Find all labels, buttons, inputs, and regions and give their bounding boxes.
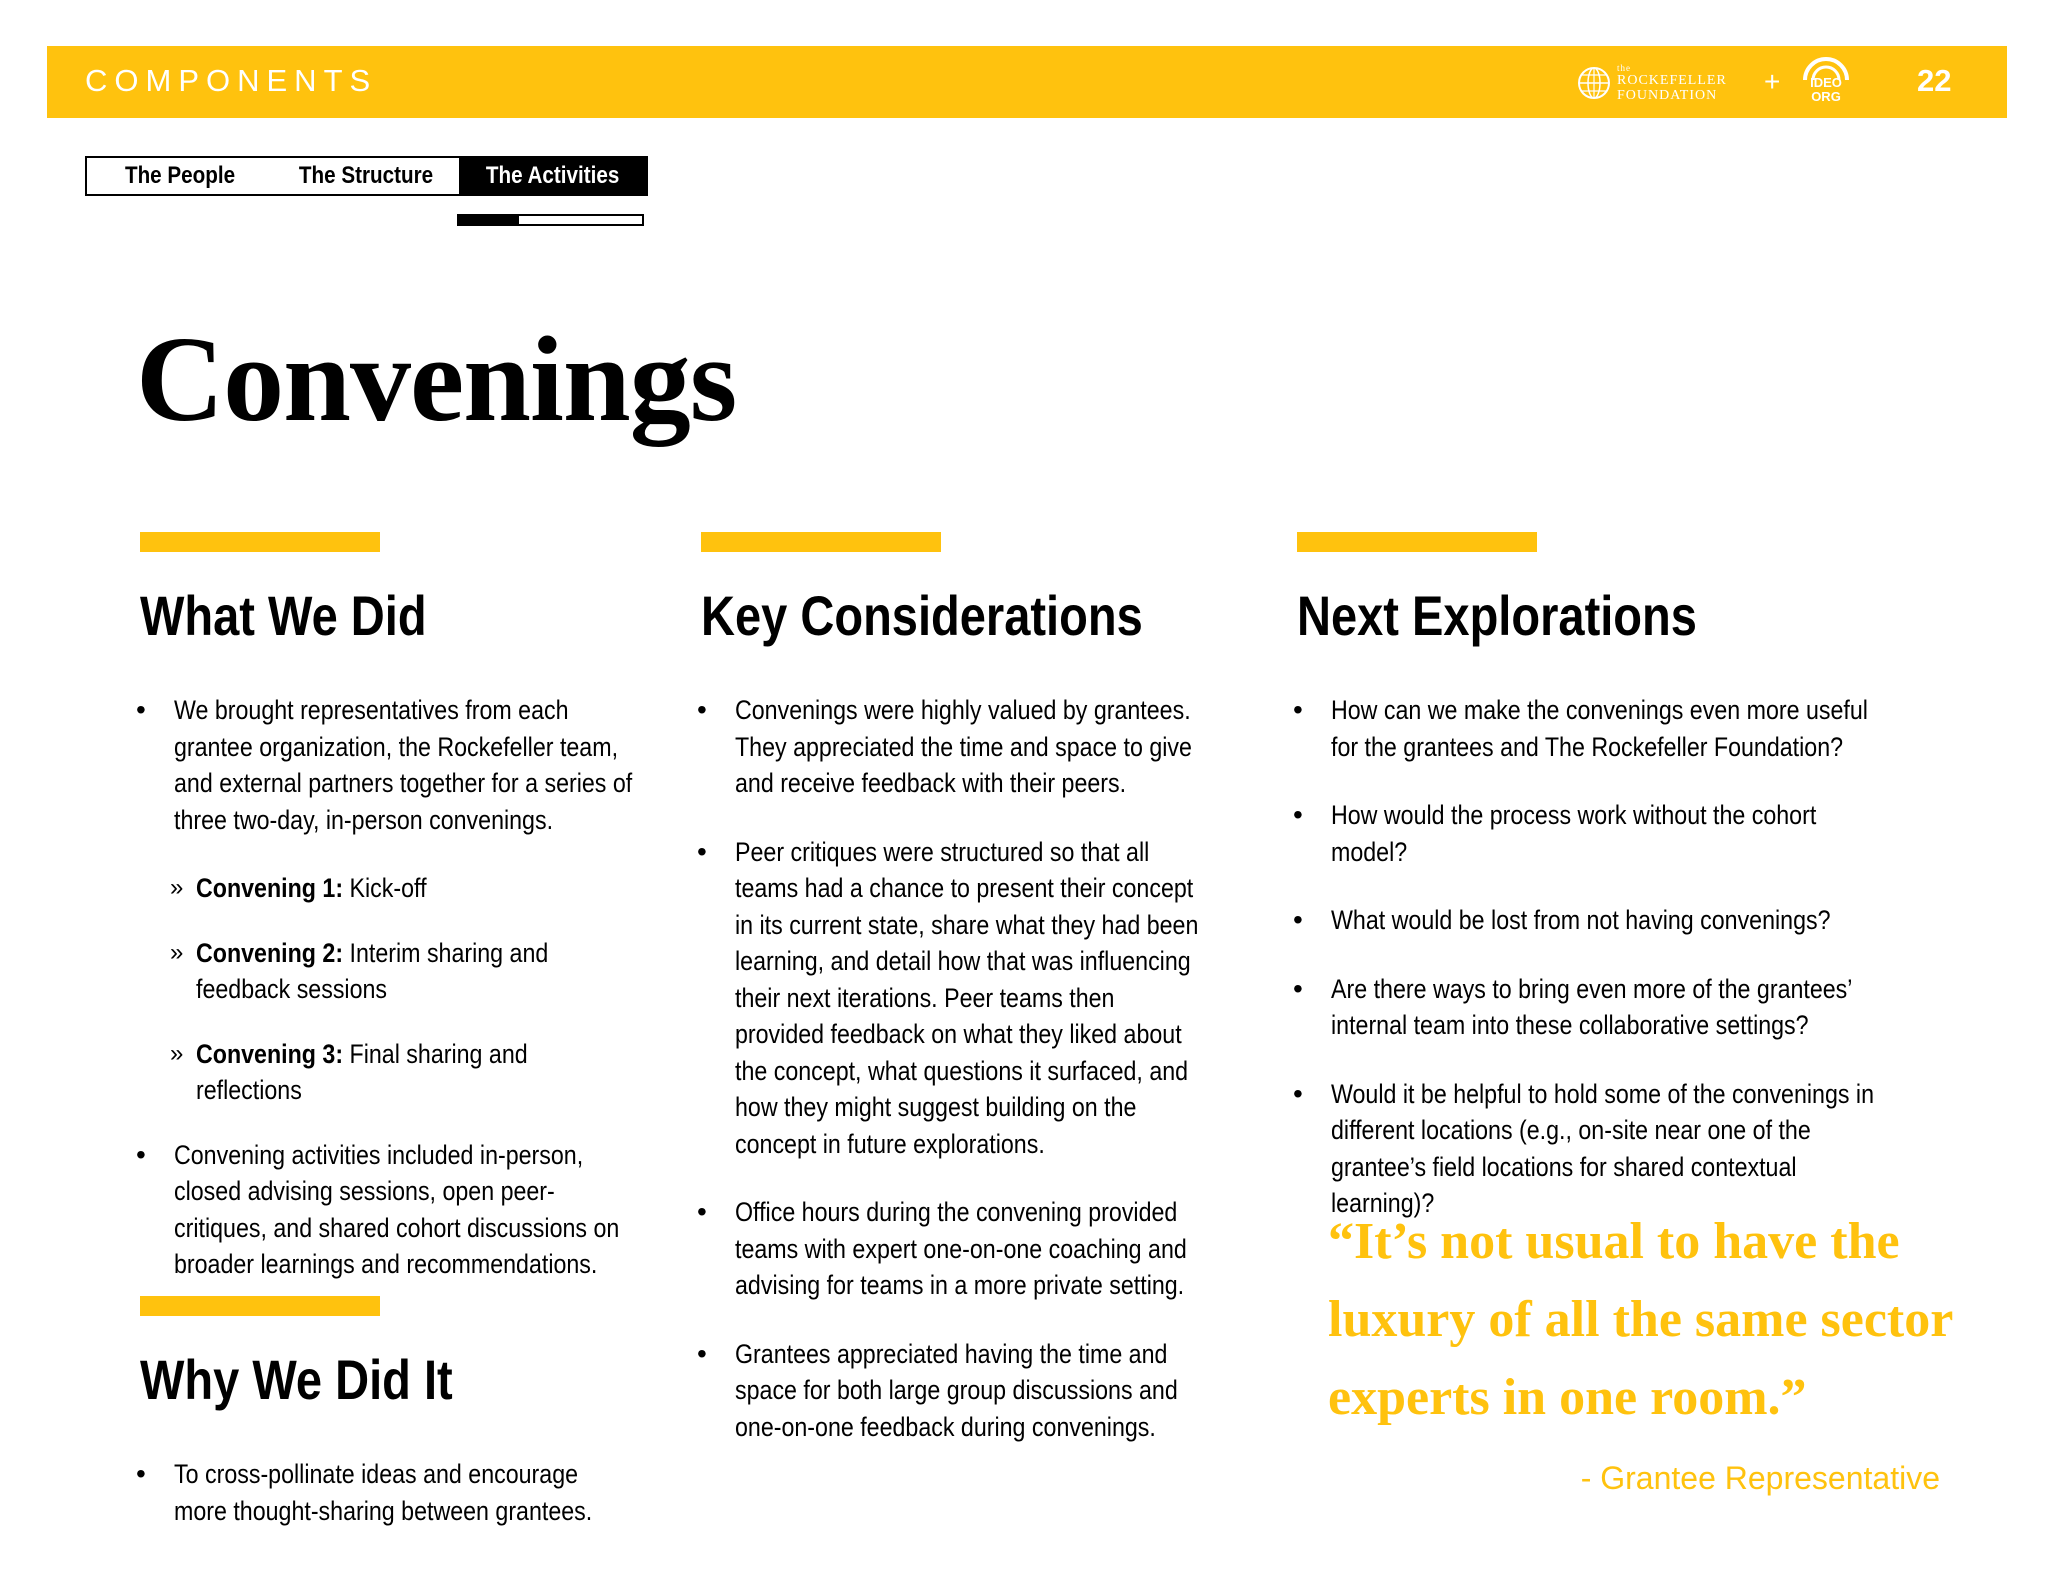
heading-why-we-did-it: Why We Did It [140, 1348, 453, 1411]
pull-quote: “It’s not usual to have the luxury of all the same sector experts in one room.” [1328, 1213, 1953, 1426]
logo-rf-line2: FOUNDATION [1617, 87, 1718, 103]
heading-what-we-did: What We Did [140, 584, 427, 647]
tab-label: The Structure [298, 162, 434, 189]
tab-the-activities[interactable] [459, 158, 646, 194]
accent-rule [140, 532, 380, 552]
quote-attribution: - Grantee Representative [1580, 1460, 1940, 1496]
why-we-did-it-list [136, 1456, 636, 1561]
progress-fill [459, 216, 519, 224]
logo-rf-line1: ROCKEFELLER [1617, 72, 1727, 88]
heading-key-considerations: Key Considerations [701, 584, 1143, 647]
list-item: • Convenings were highly valued by grantees. They appreciated the time and space to give and receive feedback with their peers. [697, 692, 1207, 802]
section-progress-bar [457, 214, 644, 226]
list-item: • What would be lost from not having convenings? [1293, 902, 1893, 939]
list-item: • Would it be helpful to hold some of the convenings in different locations (e.g., on-site near one of the grantee’s field locations for shared contextual learning)? [1293, 1076, 1893, 1222]
list-item: • We brought representatives from each grantee organization, the Rockefeller team, and external partners together for a series of three two-day, in-person convenings. [136, 692, 636, 838]
header-bar [47, 46, 2007, 118]
tab-the-structure[interactable] [273, 158, 459, 194]
list-item: » Convening 3: Final sharing and reflections [136, 1036, 636, 1109]
accent-rule [701, 532, 941, 552]
tab-the-people[interactable] [87, 158, 273, 194]
list-item: • How would the process work without the cohort model? [1293, 797, 1893, 870]
accent-rule [140, 1296, 380, 1316]
section-label: COMPONENTS [85, 63, 378, 98]
list-item: • Peer critiques were structured so that all teams had a chance to present their concept in its current state, share what they had been learning, and detail how that was influencing their next iterations. Peer teams then provided feedback on what they liked about the concept, what questions it surfaced, and how they might suggest building on the concept in future explorations. [697, 834, 1207, 1163]
page-title: Convenings [136, 312, 737, 447]
list-item: » Convening 2: Interim sharing and feedback sessions [136, 935, 636, 1008]
ideo-org-logo [1797, 56, 1855, 108]
next-explorations-list [1293, 692, 1893, 1254]
list-item: » Convening 1: Kick-off [136, 870, 636, 907]
logo-ideo-line1: IDEO [1810, 75, 1842, 90]
tab-label: The People [124, 162, 236, 189]
page-number: 22 [1917, 63, 1952, 98]
logo-plus: + [1764, 66, 1781, 97]
logo-ideo-line2: ORG [1811, 89, 1841, 104]
list-item: • Are there ways to bring even more of the grantees’ internal team into these collaborative settings? [1293, 971, 1893, 1044]
list-item: • How can we make the convenings even more useful for the grantees and The Rockefeller Foundation? [1293, 692, 1893, 765]
what-we-did-list [136, 692, 636, 1315]
list-item: • Office hours during the convening provided teams with expert one-on-one coaching and advising for teams in a more private setting. [697, 1194, 1207, 1304]
logo-rf-small: the [1617, 62, 1631, 73]
globe-icon [1577, 63, 1611, 103]
section-tabs [85, 156, 648, 196]
tab-label: The Activities [485, 162, 620, 189]
list-item: • Convening activities included in-person, closed advising sessions, open peer-critiques, and shared cohort discussions on broader learnings and recommendations. [136, 1137, 636, 1283]
accent-rule [1297, 532, 1537, 552]
list-item: • To cross-pollinate ideas and encourage more thought-sharing between grantees. [136, 1456, 636, 1529]
list-item: • Grantees appreciated having the time and space for both large group discussions and one-on-one feedback during convenings. [697, 1336, 1207, 1446]
rockefeller-foundation-logo [1577, 59, 1727, 107]
key-considerations-list [697, 692, 1207, 1477]
heading-next-explorations: Next Explorations [1297, 584, 1697, 647]
